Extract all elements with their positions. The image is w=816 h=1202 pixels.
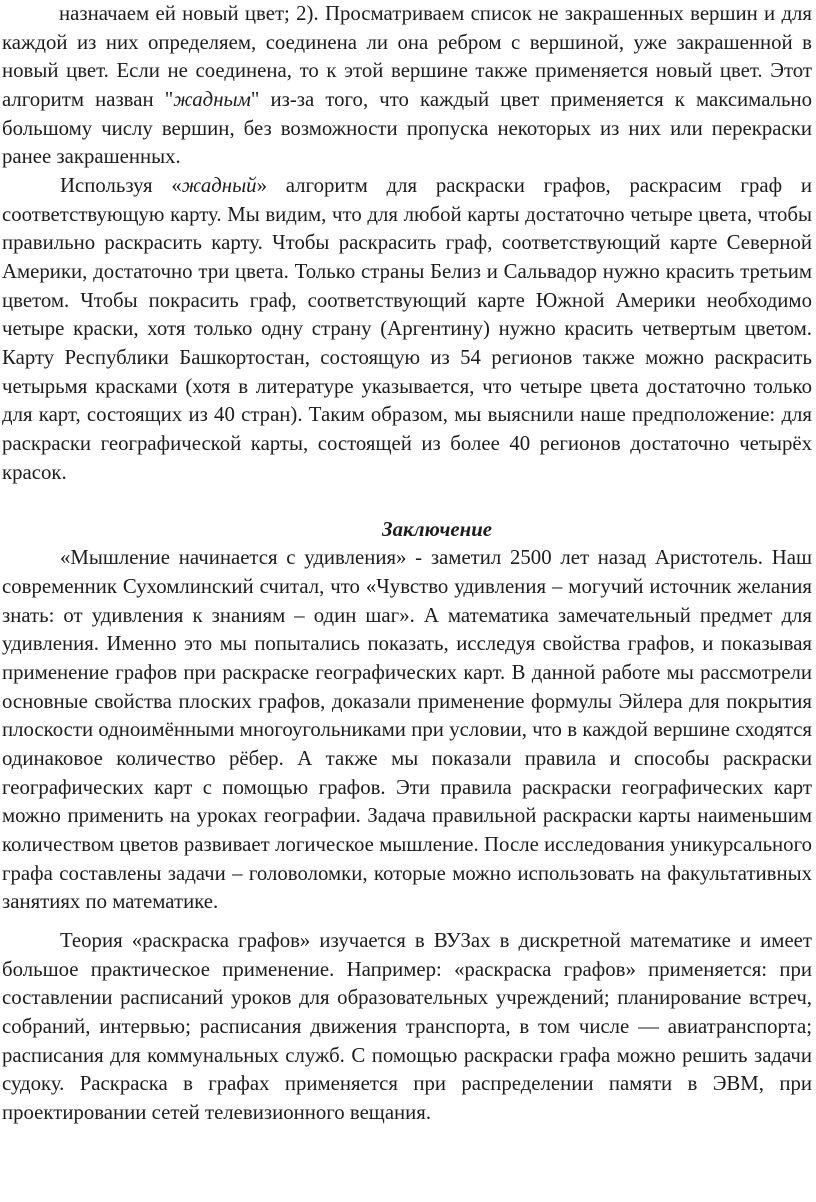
paragraph-text: назначаем ей новый цвет; 2). Просматриваем список не закрашенных вершин и для каждой из них определяем, соединена ли она ребром с вершиной, уже закрашенной в новый цвет. Если не соединена, то к этой вершине также применяется новый цвет. Этот алгоритм назван ": [2, 2, 812, 111]
paragraph-spacer: [2, 917, 812, 927]
emphasis-greedy: жадный: [181, 173, 257, 197]
section-spacer: [2, 487, 812, 516]
paragraph-map-coloring: [2, 172, 812, 487]
paragraph-conclusion: «Мышление начинается с удивления» - заметил 2500 лет назад Аристотель. Наш современник Сухомлинский считал, что «Чувство удивления – могучий источник желания знать: от удивления к знаниям – один шаг». А математика замечательный предмет для удивления. Именно это мы попытались показать, исследуя свойства графов, и показывая применение графов при раскраске географических карт. В данной работе мы рассмотрели основные свойства плоских графов, доказали применение формулы Эйлера для покрытия плоскости одноимёнными многоугольниками при условии, что в каждой вершине сходятся одинаковое количество рёбер. А также мы показали правила и способы раскраски географических карт с помощью графов. Эти правила раскраски географических карт можно применить на уроках географии. Задача правильной раскраски карты наименьшим количеством цветов развивает логическое мышление. После исследования уникурсального графа составлены задачи – головоломки, которые можно использовать на факультативных занятиях по математике.: [2, 546, 812, 914]
paragraph-text: Используя «: [60, 173, 182, 197]
paragraph-greedy-algorithm: [2, 0, 812, 172]
paragraph-text: » алгоритм для раскраски графов, раскрасим граф и соответствующую карту. Мы видим, что для любой карты достаточно четыре цвета, чтобы правильно раскрасить карту. Чтобы раскрасить граф, соответствующий карте Северной Америки, достаточно три цвета. Только страны Белиз и Сальвадор нужно красить третьим цветом. Чтобы покрасить граф, соответствующий карте Южной Америки необходимо четыре краски, хотя только одну страну (Аргентину) нужно красить четвертым цветом. Карту Республики Башкортостан, состоящую из 54 регионов также можно раскрасить четырьмя красками (хотя в литературе указывается, что четыре цвета достаточно только для карт, состоящих из 40 стран). Таким образом, мы выяснили наше предположение: для раскраски географической карты, состоящей из более 40 регионов достаточно четырёх красок.: [2, 173, 812, 484]
conclusion-heading: Заключение: [381, 517, 492, 541]
paragraph-applications: Теория «раскраска графов» изучается в ВУЗах в дискретной математике и имеет большое практическое применение. Например: «раскраска графов» применяется: при составлении расписаний уроков для образовательных учреждений; планирование встреч, собраний, интервью; расписания движения транспорта, в том числе — авиатранспорта; расписания для коммунальных служб. С помощью раскраски графа можно решить задачи судоку. Раскраска в графах применяется при распределении памяти в ЭВМ, при проектировании сетей телевизионного вещания.: [2, 928, 812, 1124]
paragraph-text: " из-за того, что каждый цвет применяется к максимально большому числу вершин, без возможности пропуска некоторых из них или перекраски ранее закрашенных.: [2, 87, 812, 169]
emphasis-greedy: жадным: [173, 87, 251, 111]
